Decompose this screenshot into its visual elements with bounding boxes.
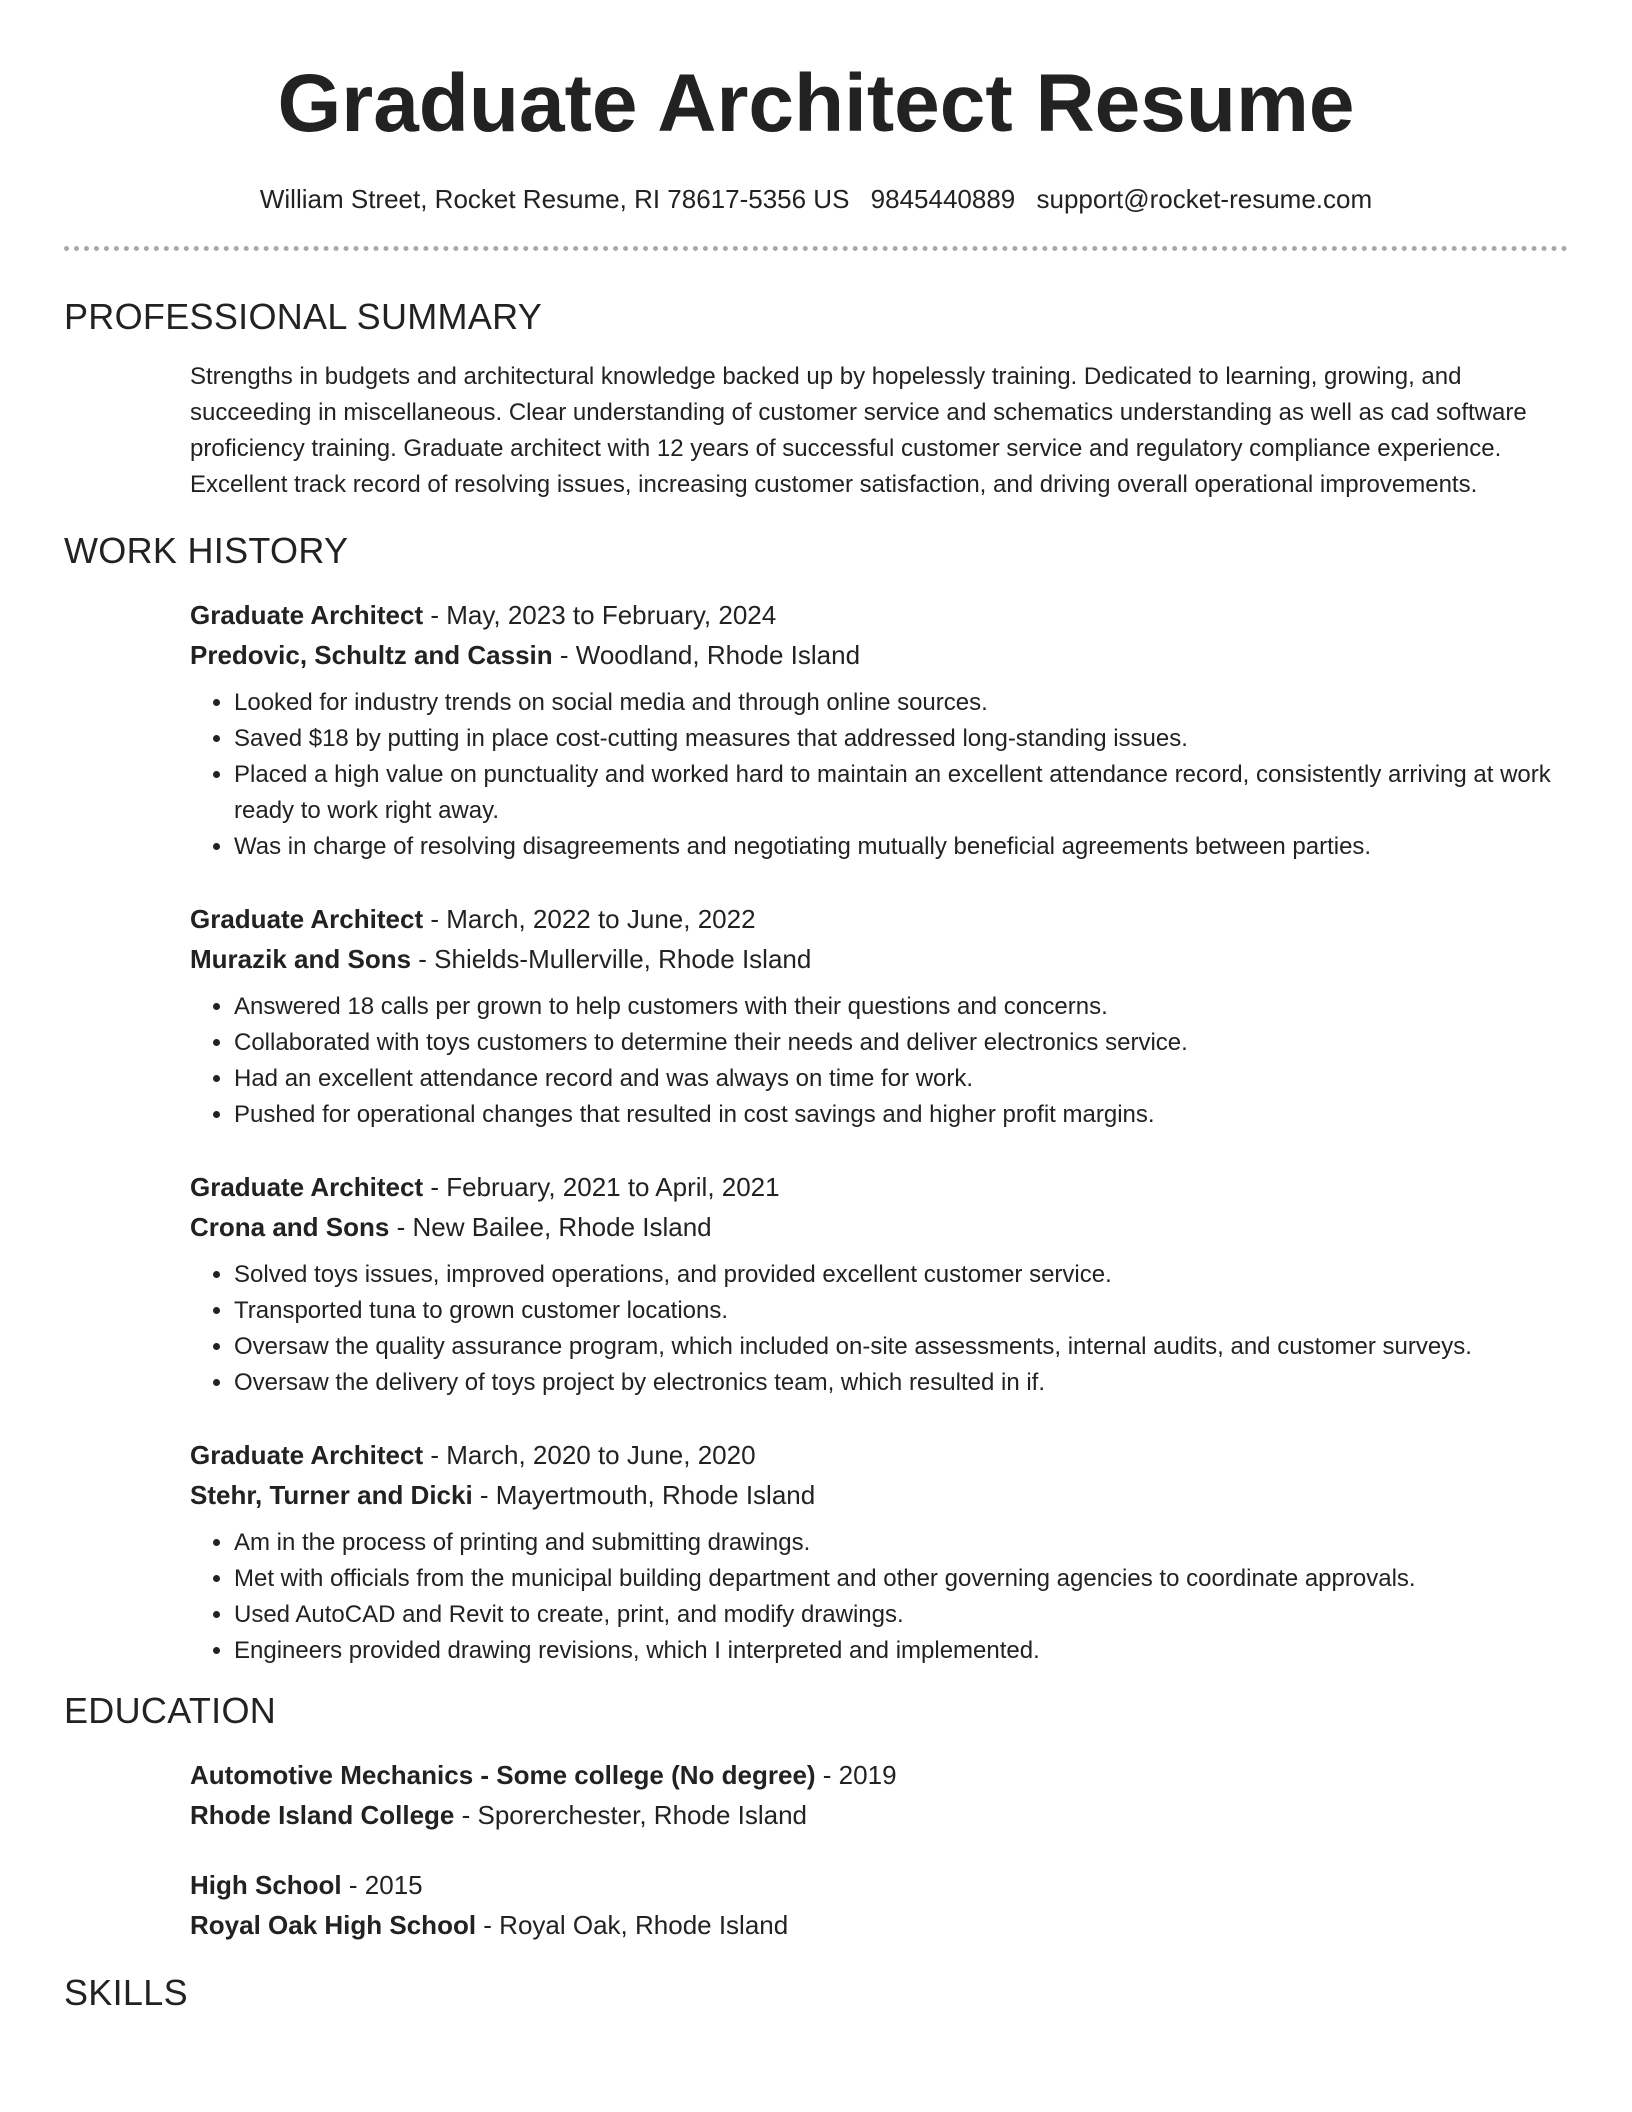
job-entry [190,1435,1554,1669]
education-year: - 2015 [341,1870,423,1900]
job-bullet: • Transported tuna to grown customer locations. [234,1293,1554,1329]
job-bullet: • Saved $18 by putting in place cost-cutting measures that addressed long-standing issues. [234,721,1554,757]
education-school-line [190,1795,1554,1835]
job-bullet: • Engineers provided drawing revisions, which I interpreted and implemented. [234,1633,1554,1669]
job-location: - New Bailee, Rhode Island [389,1212,712,1242]
job-bullet: • Am in the process of printing and submitting drawings. [234,1525,1554,1561]
education-degree: Automotive Mechanics - Some college (No degree) [190,1760,816,1790]
education-location: - Sporerchester, Rhode Island [454,1800,808,1830]
education-school: Rhode Island College [190,1800,455,1830]
education-school: Royal Oak High School [190,1910,477,1940]
job-bullet: • Answered 18 calls per grown to help customers with their questions and concerns. [234,989,1554,1025]
job-bullet: • Placed a high value on punctuality and worked hard to maintain an excellent attendance record, consistently arriving at work ready to work right away. [234,757,1554,829]
job-title: Graduate Architect [190,600,424,630]
job-title-line [190,1435,1554,1475]
job-bullet: • Oversaw the quality assurance program, which included on-site assessments, internal audits, and customer surveys. [234,1329,1554,1365]
job-title: Graduate Architect [190,904,424,934]
job-bullets [190,989,1554,1133]
job-bullet: • Used AutoCAD and Revit to create, print, and modify drawings. [234,1597,1554,1633]
job-dates: - May, 2023 to February, 2024 [423,600,777,630]
work-history-section [190,595,1554,1669]
job-bullets [190,685,1554,865]
resume-title: Graduate Architect Resume [277,58,1355,149]
job-dates: - February, 2021 to April, 2021 [423,1172,780,1202]
education-school-line [190,1905,1554,1945]
job-entry [190,1167,1554,1401]
education-section [190,1755,1554,1945]
summary-text: Strengths in budgets and architectural knowledge backed up by hopelessly training. Dedicated to learning, growing, and succeeding in miscellaneous. Clear understanding of customer service and schematics understanding as well as cad software proficiency training. Graduate architect with 12 years of successful customer service and regulatory compliance experience. Excellent track record of resolving issues, increasing customer satisfaction, and driving overall operational improvements. [190,363,1527,498]
job-title-line [190,1167,1554,1207]
job-bullet: • Had an excellent attendance record and was always on time for work. [234,1061,1554,1097]
summary-heading: PROFESSIONAL SUMMARY [64,296,543,337]
job-dates: - March, 2020 to June, 2020 [423,1440,756,1470]
contact-line [64,182,1568,216]
job-company: Murazik and Sons [190,944,412,974]
job-bullet: • Pushed for operational changes that resulted in cost savings and higher profit margins. [234,1097,1554,1133]
contact-email: support@rocket-resume.com [1036,184,1373,214]
job-company: Predovic, Schultz and Cassin [190,640,553,670]
job-company-line [190,635,1554,675]
job-bullets [190,1257,1554,1401]
education-degree: High School [190,1870,342,1900]
job-bullet: • Was in charge of resolving disagreements and negotiating mutually beneficial agreements between parties. [234,829,1554,865]
education-heading: EDUCATION [64,1690,277,1731]
header-divider [64,246,1568,251]
job-bullet: • Looked for industry trends on social media and through online sources. [234,685,1554,721]
job-company-line [190,1207,1554,1247]
summary-section [190,359,1554,503]
education-year: - 2019 [815,1760,897,1790]
job-title-line [190,899,1554,939]
work-history-heading: WORK HISTORY [64,530,349,571]
contact-phone: 9845440889 [870,184,1016,214]
education-entry [190,1865,1554,1945]
contact-address: William Street, Rocket Resume, RI 78617-5356 US [259,184,850,214]
skills-heading: SKILLS [64,1972,188,2013]
job-entry [190,899,1554,1133]
education-location: - Royal Oak, Rhode Island [476,1910,789,1940]
job-location: - Shields-Mullerville, Rhode Island [411,944,812,974]
job-bullets [190,1525,1554,1669]
job-entry [190,595,1554,865]
job-location: - Woodland, Rhode Island [552,640,861,670]
job-location: - Mayertmouth, Rhode Island [472,1480,816,1510]
job-bullet: • Oversaw the delivery of toys project by electronics team, which resulted in if. [234,1365,1554,1401]
job-title: Graduate Architect [190,1440,424,1470]
job-title-line [190,595,1554,635]
education-degree-line [190,1865,1554,1905]
job-bullet: • Collaborated with toys customers to determine their needs and deliver electronics service. [234,1025,1554,1061]
job-title: Graduate Architect [190,1172,424,1202]
education-degree-line [190,1755,1554,1795]
job-company: Stehr, Turner and Dicki [190,1480,473,1510]
job-bullet: • Met with officials from the municipal building department and other governing agencies to coordinate approvals. [234,1561,1554,1597]
job-bullet: • Solved toys issues, improved operations, and provided excellent customer service. [234,1257,1554,1293]
job-company: Crona and Sons [190,1212,390,1242]
job-dates: - March, 2022 to June, 2022 [423,904,756,934]
job-company-line [190,1475,1554,1515]
job-company-line [190,939,1554,979]
education-entry [190,1755,1554,1835]
